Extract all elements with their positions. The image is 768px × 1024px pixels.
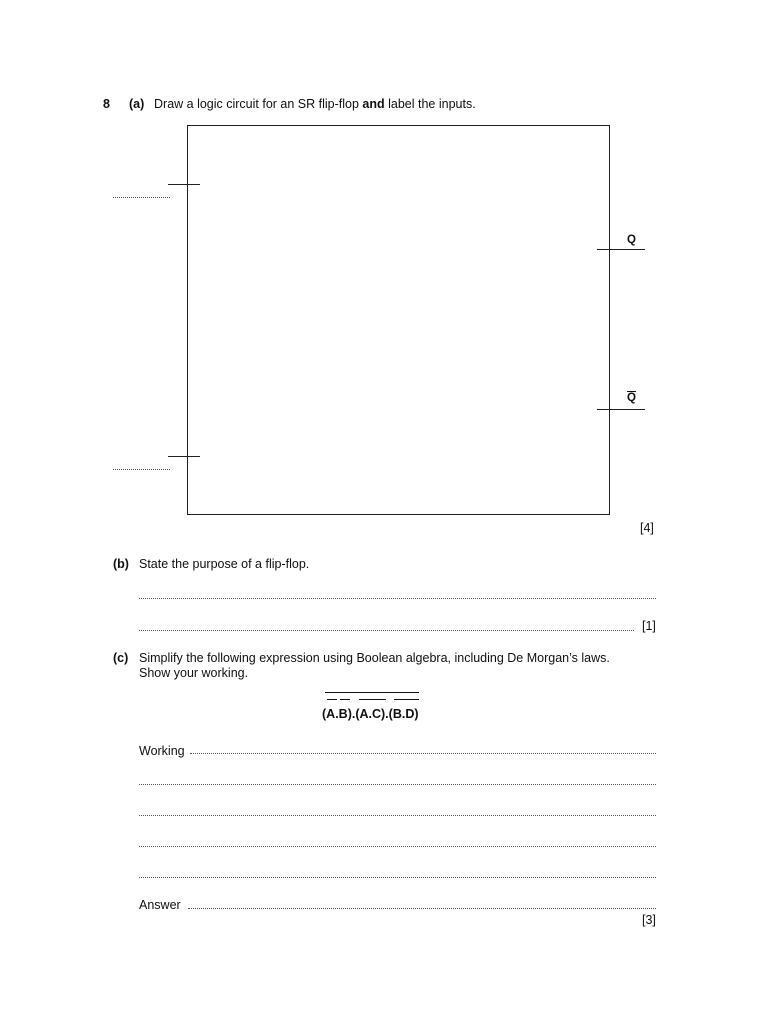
part-c-prompt-line-1: Simplify the following expression using Boolean algebra, including De Morgan’s laws. [139, 651, 610, 665]
part-a-prompt-end: label the inputs. [384, 97, 476, 111]
question-number: 8 [103, 97, 110, 111]
working-line-3[interactable] [139, 815, 656, 816]
answer-line[interactable] [188, 908, 656, 909]
working-line-4[interactable] [139, 846, 656, 847]
part-c-prompt-line-2: Show your working. [139, 666, 249, 680]
output-qbar-text: Q [627, 392, 636, 404]
overbar-b1 [340, 699, 350, 700]
input-top-answer-line[interactable] [113, 197, 170, 198]
drawing-area[interactable] [187, 125, 610, 515]
part-a-marks: [4] [640, 521, 654, 535]
part-a-prompt [154, 96, 476, 112]
part-a-prompt-start: Draw a logic circuit for an SR flip-flop [154, 97, 363, 111]
expression-outer-overbar [325, 692, 419, 693]
working-line-5[interactable] [139, 877, 656, 878]
part-b-answer-line-2[interactable] [139, 630, 634, 631]
output-q-stub [597, 249, 645, 250]
input-top-stub [168, 184, 200, 185]
answer-label: Answer [139, 898, 181, 912]
part-c-marks: [3] [642, 913, 656, 927]
boolean-expression: (A.B).(A.C).(B.D) [322, 707, 419, 721]
part-b-marks: [1] [642, 619, 656, 633]
output-qbar-stub [597, 409, 645, 410]
overbar-a1 [327, 699, 337, 700]
part-a-label: (a) [129, 97, 145, 111]
part-b-label: (b) [113, 557, 129, 571]
working-line-2[interactable] [139, 784, 656, 785]
part-c-label: (c) [113, 651, 129, 665]
working-label: Working [139, 744, 185, 758]
output-q-label: Q [627, 234, 636, 246]
input-bottom-stub [168, 456, 200, 457]
part-b-answer-line-1[interactable] [139, 598, 656, 599]
working-line-1[interactable] [190, 753, 656, 754]
part-b-prompt: State the purpose of a flip-flop. [139, 557, 310, 571]
input-bottom-answer-line[interactable] [113, 469, 170, 470]
output-qbar-label [627, 391, 636, 404]
overbar-bd [394, 699, 419, 700]
overbar-ac [359, 699, 386, 700]
part-a-prompt-bold: and [362, 97, 385, 111]
